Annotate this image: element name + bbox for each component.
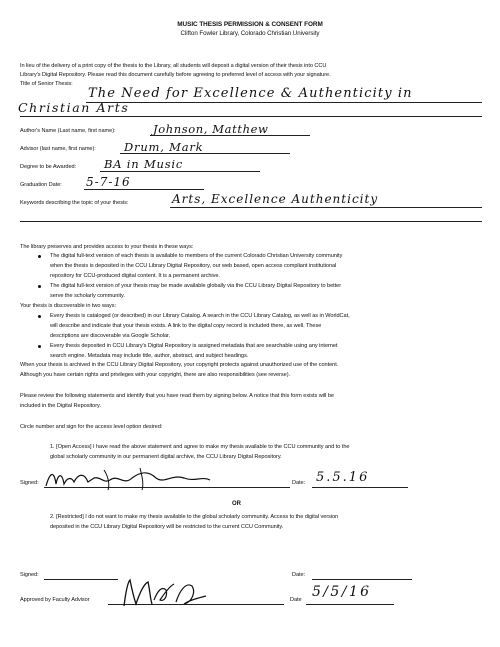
option2-line1: 2. [Restricted] I do not want to make my thesis available to the global scholarly community. Access to the digital version xyxy=(50,514,339,520)
access-bullet2-line1: The digital full-text version of your thesis may be made available globally via the CCU Library Digital Repository to better xyxy=(50,283,342,289)
title-handwritten-line1: The Need for Excellence & Authenticity in xyxy=(88,86,413,101)
author-label: Author's Name (Last name, first name): xyxy=(20,128,116,134)
option2-signature-line[interactable] xyxy=(44,579,118,580)
advisor-handwritten: Drum, Mark xyxy=(124,140,204,154)
graduation-label: Graduation Date: xyxy=(20,182,62,188)
keywords-label: Keywords describing the topic of your thesis: xyxy=(20,200,129,206)
review-line2: included in the Digital Repository. xyxy=(20,403,101,409)
discover-heading: Your thesis is discoverable in two ways: xyxy=(20,303,117,309)
circle-instruction: Circle number and sign for the access level option desired: xyxy=(20,424,163,430)
bullet-icon xyxy=(38,345,41,348)
approval-date-handwritten: 5/5/16 xyxy=(312,584,372,600)
access-heading: The library preserves and provides access to your thesis in these ways: xyxy=(20,244,194,250)
discover-bullet2-line2: search engine. Metadata may include title, author, abstract, and subject headings. xyxy=(50,353,249,359)
discover-bullet1-line2: will describe and indicate that your thesis exists. A link to the digital copy record is included there, as well. These xyxy=(50,323,322,329)
advisor-signature xyxy=(120,576,210,610)
review-line1: Please review the following statements and identify that you have read them by signing below. A notice that this form exists will be xyxy=(20,393,334,399)
form-title: MUSIC THESIS PERMISSION & CONSENT FORM xyxy=(177,21,323,28)
option2-signed-label: Signed: xyxy=(20,572,39,578)
student-signature xyxy=(44,466,264,492)
copyright-line1: When your thesis is archived in the CCU Library Digital Repository, your copyright protects against unauthorized use of the content. xyxy=(20,362,339,368)
title-label: Title of Senior Thesis: xyxy=(20,81,73,87)
approval-date-label: Date xyxy=(290,597,302,603)
title-field-line1 xyxy=(86,102,482,103)
option1-line2: global scholarly community in our permanent digital archive, the CCU Library Digital Repository. xyxy=(50,454,282,460)
degree-label: Degree to be Awarded: xyxy=(20,164,77,170)
title-handwritten-line2: Christian Arts xyxy=(18,100,130,115)
advisor-label: Advisor (last name, first name): xyxy=(20,146,96,152)
option2-date-label: Date: xyxy=(292,572,306,578)
option1-line1: 1. [Open Access] I have read the above statement and agree to make my thesis available to the CCU community and to the xyxy=(50,444,350,450)
title-field-line2 xyxy=(20,116,482,117)
approval-label: Approved by Faculty Advisor xyxy=(20,597,90,603)
bullet-icon xyxy=(38,315,41,318)
degree-field-line xyxy=(100,171,260,172)
discover-bullet2-line1: Every thesis deposited in CCU Library's Digital Repository is assigned metadata that are searchable using any internet xyxy=(50,343,338,349)
degree-handwritten: BA in Music xyxy=(104,157,184,171)
form-subtitle: Clifton Fowler Library, Colorado Christian University xyxy=(180,30,320,37)
option1-signed-label: Signed: xyxy=(20,480,39,486)
keywords-field-line1 xyxy=(170,207,482,208)
option2-line2: deposited in the CCU Library Digital Repository will be restricted to the current CCU Community. xyxy=(50,524,284,530)
discover-bullet1-line1: Every thesis is cataloged (or described) in our Library Catalog. A search in the CCU Library Catalog, as well as in WorldCat, xyxy=(50,313,350,319)
graduation-field-line xyxy=(84,189,204,190)
approval-date-line[interactable] xyxy=(306,604,394,605)
author-handwritten: Johnson, Matthew xyxy=(153,122,269,136)
bullet-icon xyxy=(38,255,41,258)
intro-text-line1: In lieu of the delivery of a print copy of the thesis to the Library, all students will deposit a digital version of their thesis into CCU xyxy=(20,63,327,69)
option1-date-handwritten: 5.5.16 xyxy=(316,470,370,485)
author-field-line xyxy=(150,135,310,136)
access-bullet2-line2: serve the scholarly community. xyxy=(50,293,125,299)
copyright-line2: Although you have certain rights and privileges with your copyright, there are also responsibilities (see reverse). xyxy=(20,372,291,378)
advisor-field-line xyxy=(120,153,290,154)
access-bullet1-line3: repository for CCU-produced digital content. It is a permanent archive. xyxy=(50,273,220,279)
or-separator: OR xyxy=(232,501,241,507)
bullet-icon xyxy=(38,285,41,288)
graduation-handwritten: 5-7-16 xyxy=(86,175,131,189)
access-bullet1-line1: The digital full-text version of each thesis is available to members of the current Colorado Christian University community xyxy=(50,253,343,259)
option1-date-line[interactable] xyxy=(312,487,408,488)
discover-bullet1-line3: descriptions are discoverable via Google Scholar. xyxy=(50,333,171,339)
keywords-handwritten: Arts, Excellence Authenticity xyxy=(172,192,379,206)
access-bullet1-line2: when the thesis is deposited in the CCU Library Digital Repository, our web based, open access compliant institutional xyxy=(50,263,337,269)
intro-text-line2: Library's Digital Repository. Please read this document carefully before agreeing to preferred level of access with your signature. xyxy=(20,72,331,78)
option1-date-label: Date: xyxy=(292,480,306,486)
option2-date-line[interactable] xyxy=(312,579,412,580)
keywords-field-line2 xyxy=(20,221,482,222)
